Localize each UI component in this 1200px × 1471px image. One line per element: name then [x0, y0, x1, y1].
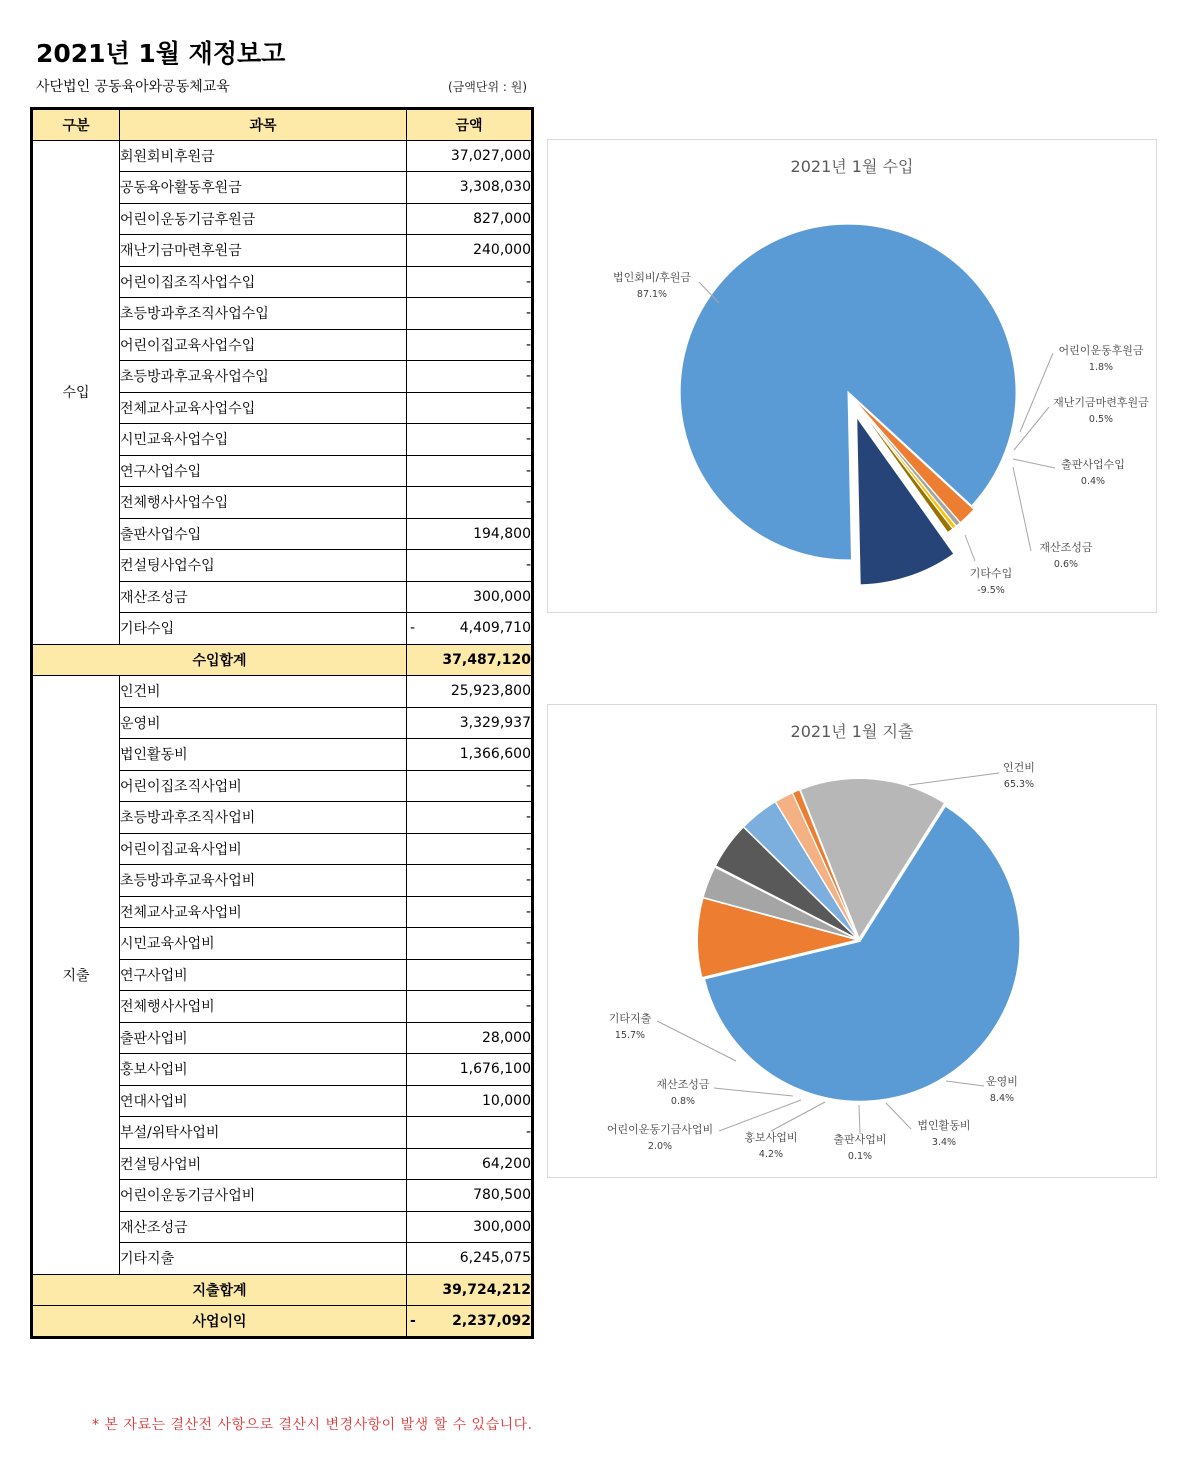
- subject-cell: 초등방과후교육사업수입: [120, 361, 407, 393]
- leader-line: [719, 1100, 801, 1131]
- amount-value: 37,487,120: [442, 651, 531, 668]
- amount-value: -: [525, 998, 531, 1015]
- amount-cell: [407, 1022, 533, 1054]
- table-row: [32, 676, 533, 708]
- leader-line: [714, 1088, 793, 1096]
- subject-cell: 출판사업비: [120, 1022, 407, 1054]
- column-header-category: 구분: [32, 109, 120, 141]
- expense-category-cell: 지출: [32, 676, 120, 1275]
- subject-cell: 어린이집조직사업수입: [120, 266, 407, 298]
- income-total-row-label: 수입합계: [32, 644, 407, 676]
- subject-cell: 어린이집교육사업비: [120, 833, 407, 865]
- amount-cell: [407, 1085, 533, 1117]
- amount-value: -: [525, 336, 531, 353]
- amount-cell: [407, 896, 533, 928]
- footnote: * 본 자료는 결산전 사항으로 결산시 변경사항이 발생 할 수 있습니다.: [92, 1417, 533, 1433]
- subject-cell: 재산조성금: [120, 581, 407, 613]
- slice-label: 법인회비/후원금: [612, 271, 692, 284]
- subject-cell: 초등방과후조직사업비: [120, 802, 407, 834]
- slice-label: 재산조성금: [1039, 541, 1093, 554]
- income-total-row-amount: [407, 644, 533, 676]
- amount-cell: [407, 1117, 533, 1149]
- subject-cell: 초등방과후교육사업비: [120, 865, 407, 897]
- amount-value: 1,676,100: [459, 1061, 531, 1078]
- amount-cell: [407, 865, 533, 897]
- slice-label: 재산조성금: [656, 1078, 710, 1091]
- amount-cell: [407, 487, 533, 519]
- amount-cell: [407, 329, 533, 361]
- subject-cell: 전체행사사업비: [120, 991, 407, 1023]
- leader-line: [1013, 467, 1031, 551]
- amount-cell: [407, 455, 533, 487]
- amount-cell: [407, 770, 533, 802]
- amount-cell: [407, 613, 533, 645]
- slice-label: 운영비: [986, 1075, 1018, 1088]
- slice-percent: 15.7%: [614, 1030, 646, 1041]
- slice-percent: 0.5%: [1088, 414, 1114, 425]
- amount-cell: [407, 1054, 533, 1086]
- profit-row-label: 사업이익: [32, 1306, 407, 1338]
- profit-row-amount: [407, 1306, 533, 1338]
- table-header-row: [32, 109, 533, 141]
- subject-cell: 재산조성금: [120, 1211, 407, 1243]
- leader-line: [859, 1105, 860, 1134]
- amount-value: -: [525, 777, 531, 794]
- leader-line: [909, 773, 999, 785]
- subject-cell: 전체행사사업수입: [120, 487, 407, 519]
- amount-value: -: [525, 494, 531, 511]
- subject-cell: 기타지출: [120, 1243, 407, 1275]
- currency-unit: (금액단위 : 원): [448, 80, 527, 94]
- negative-sign: -: [410, 620, 416, 637]
- subject-cell: 인건비: [120, 676, 407, 708]
- amount-value: 25,923,800: [450, 683, 531, 700]
- organization-name: 사단법인 공동육아와공동체교육: [36, 79, 230, 95]
- amount-value: -: [525, 462, 531, 479]
- amount-value: -: [525, 368, 531, 385]
- slice-label: 법인활동비: [917, 1119, 971, 1132]
- slice-percent: 0.6%: [1053, 559, 1079, 570]
- slice-label: 홍보사업비: [744, 1131, 798, 1144]
- amount-cell: [407, 203, 533, 235]
- subject-cell: 운영비: [120, 707, 407, 739]
- slice-percent: 0.4%: [1080, 476, 1106, 487]
- amount-value: 64,200: [482, 1155, 531, 1172]
- amount-cell: [407, 1180, 533, 1212]
- subject-cell: 공동육아활동후원금: [120, 172, 407, 204]
- amount-cell: [407, 518, 533, 550]
- table-row: [32, 140, 533, 172]
- slice-label: 출판사업수입: [1061, 458, 1125, 471]
- amount-value: 300,000: [473, 1218, 531, 1235]
- subject-cell: 기타수입: [120, 613, 407, 645]
- subject-cell: 재난기금마련후원금: [120, 235, 407, 267]
- slice-percent: 1.8%: [1088, 362, 1114, 373]
- amount-value: -: [525, 872, 531, 889]
- chart-title: 2021년 1월 수입: [790, 157, 914, 176]
- subject-cell: 전체교사교육사업수입: [120, 392, 407, 424]
- amount-value: -: [525, 809, 531, 826]
- amount-value: 240,000: [473, 242, 531, 259]
- amount-cell: [407, 991, 533, 1023]
- amount-value: 3,329,937: [459, 714, 531, 731]
- amount-value: -: [525, 840, 531, 857]
- amount-value: 300,000: [473, 588, 531, 605]
- leader-line: [946, 1081, 984, 1086]
- amount-cell: [407, 1148, 533, 1180]
- amount-cell: [407, 550, 533, 582]
- amount-cell: [407, 581, 533, 613]
- slice-label: 재난기금마련후원금: [1053, 396, 1149, 409]
- slice-label: 어린이운동후원금: [1058, 344, 1144, 357]
- amount-value: -: [525, 557, 531, 574]
- slice-percent: 87.1%: [636, 289, 668, 300]
- expense-total-row: [32, 1274, 533, 1306]
- slice-percent: 4.2%: [758, 1149, 784, 1160]
- profit-row: [32, 1306, 533, 1338]
- negative-sign: -: [410, 1312, 416, 1329]
- subject-cell: 홍보사업비: [120, 1054, 407, 1086]
- amount-cell: [407, 172, 533, 204]
- amount-value: 3,308,030: [459, 179, 531, 196]
- amount-value: -: [525, 399, 531, 416]
- income-category-cell: 수입: [32, 140, 120, 644]
- amount-cell: [407, 1243, 533, 1275]
- amount-value: 827,000: [473, 210, 531, 227]
- subject-cell: 어린이운동기금사업비: [120, 1180, 407, 1212]
- amount-value: 28,000: [482, 1029, 531, 1046]
- amount-cell: [407, 298, 533, 330]
- amount-cell: [407, 392, 533, 424]
- slice-percent: 8.4%: [989, 1093, 1015, 1104]
- chart-title: 2021년 1월 지출: [790, 722, 914, 741]
- slice-percent: 65.3%: [1003, 779, 1035, 790]
- subject-cell: 컨설팅사업수입: [120, 550, 407, 582]
- slice-percent: -9.5%: [977, 585, 1005, 596]
- amount-cell: [407, 676, 533, 708]
- expense-total-row-label: 지출합계: [32, 1274, 407, 1306]
- amount-value: 6,245,075: [459, 1250, 531, 1267]
- amount-value: 2,237,092: [452, 1312, 531, 1329]
- subject-cell: 연구사업비: [120, 959, 407, 991]
- leader-line: [965, 535, 975, 561]
- amount-cell: [407, 266, 533, 298]
- amount-cell: [407, 1211, 533, 1243]
- subject-cell: 어린이집교육사업수입: [120, 329, 407, 361]
- slice-label: 기타지출: [608, 1012, 652, 1025]
- subject-cell: 어린이집조직사업비: [120, 770, 407, 802]
- subject-cell: 연대사업비: [120, 1085, 407, 1117]
- amount-cell: [407, 739, 533, 771]
- income-total-row: [32, 644, 533, 676]
- subject-cell: 법인활동비: [120, 739, 407, 771]
- amount-value: -: [525, 305, 531, 322]
- amount-cell: [407, 833, 533, 865]
- slice-percent: 0.8%: [670, 1096, 696, 1107]
- page-title: 2021년 1월 재정보고: [36, 39, 286, 68]
- slice-percent: 2.0%: [647, 1141, 673, 1152]
- income-pie-chart: [547, 139, 1157, 613]
- amount-cell: [407, 235, 533, 267]
- subject-cell: 회원회비후원금: [120, 140, 407, 172]
- slice-percent: 3.4%: [931, 1137, 957, 1148]
- leader-line: [1013, 459, 1055, 468]
- slice-label: 출판사업비: [833, 1133, 887, 1146]
- amount-value: 780,500: [473, 1187, 531, 1204]
- slice-label: 인건비: [1003, 761, 1035, 774]
- amount-value: -: [525, 273, 531, 290]
- column-header-amount: 금액: [407, 109, 533, 141]
- amount-value: 1,366,600: [459, 746, 531, 763]
- amount-cell: [407, 802, 533, 834]
- subject-cell: 부설/위탁사업비: [120, 1117, 407, 1149]
- expense-pie-chart: [547, 704, 1157, 1178]
- subject-cell: 어린이운동기금후원금: [120, 203, 407, 235]
- subject-cell: 초등방과후조직사업수입: [120, 298, 407, 330]
- finance-table: [30, 107, 534, 1339]
- amount-value: -: [525, 1124, 531, 1141]
- amount-value: 194,800: [473, 525, 531, 542]
- subject-cell: 시민교육사업수입: [120, 424, 407, 456]
- leader-line: [771, 1102, 825, 1131]
- slice-label: 기타수입: [969, 567, 1013, 580]
- amount-value: 10,000: [482, 1092, 531, 1109]
- amount-value: 39,724,212: [442, 1281, 531, 1298]
- amount-value: -: [525, 431, 531, 448]
- amount-cell: [407, 928, 533, 960]
- amount-cell: [407, 361, 533, 393]
- amount-cell: [407, 959, 533, 991]
- subject-cell: 출판사업수입: [120, 518, 407, 550]
- expense-total-row-amount: [407, 1274, 533, 1306]
- subject-cell: 컨설팅사업비: [120, 1148, 407, 1180]
- amount-value: -: [525, 966, 531, 983]
- subject-cell: 전체교사교육사업비: [120, 896, 407, 928]
- subject-cell: 시민교육사업비: [120, 928, 407, 960]
- leader-line: [1020, 353, 1053, 432]
- amount-cell: [407, 140, 533, 172]
- column-header-subject: 과목: [120, 109, 407, 141]
- amount-value: -: [525, 903, 531, 920]
- amount-cell: [407, 424, 533, 456]
- slice-percent: 0.1%: [847, 1151, 873, 1162]
- leader-line: [1014, 407, 1049, 450]
- amount-value: 37,027,000: [450, 147, 531, 164]
- slice-label: 어린이운동기금사업비: [606, 1123, 714, 1136]
- amount-cell: [407, 707, 533, 739]
- amount-value: 4,409,710: [459, 620, 531, 637]
- leader-line: [886, 1103, 911, 1129]
- amount-value: -: [525, 935, 531, 952]
- subject-cell: 연구사업수입: [120, 455, 407, 487]
